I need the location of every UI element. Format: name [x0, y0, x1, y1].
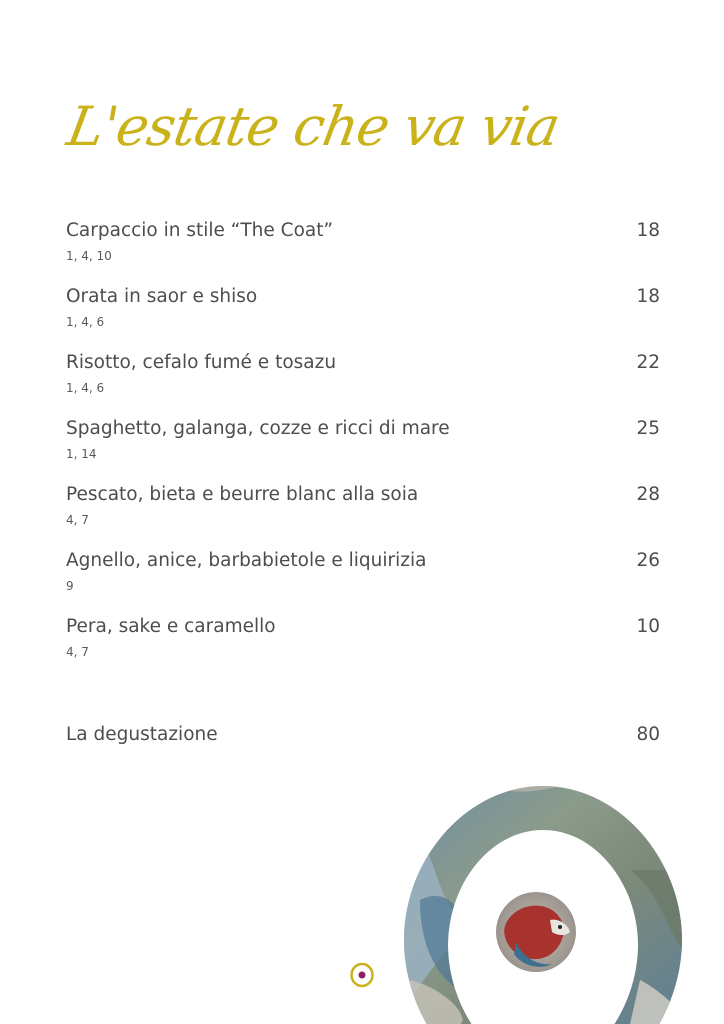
dish-price: 18	[636, 220, 660, 241]
dish-name: Carpaccio in stile “The Coat”	[66, 220, 334, 241]
dish-price: 18	[636, 286, 660, 307]
dish-name: Risotto, cefalo fumé e tosazu	[66, 352, 337, 373]
dish-allergens: 1, 4, 10	[66, 249, 112, 263]
dish-allergens: 1, 14	[66, 447, 97, 461]
menu-item	[66, 350, 660, 416]
dish-allergens: 1, 4, 6	[66, 381, 105, 395]
menu-item	[66, 482, 660, 548]
page-title: L'estate che va via	[62, 95, 564, 158]
menu-list	[66, 218, 660, 680]
tasting-price: 80	[636, 724, 660, 745]
menu-item	[66, 614, 660, 680]
dish-price: 26	[636, 550, 660, 571]
dish-name: Pescato, bieta e beurre blanc alla soia	[66, 484, 419, 505]
ring-dot-icon	[349, 962, 375, 988]
dish-allergens: 4, 7	[66, 645, 89, 659]
dish-name: Agnello, anice, barbabietole e liquirizia	[66, 550, 427, 571]
menu-item	[66, 548, 660, 614]
tasting-menu-row	[66, 722, 660, 750]
menu-item	[66, 416, 660, 482]
dish-name: Pera, sake e caramello	[66, 616, 276, 637]
menu-item	[66, 218, 660, 284]
tropical-ring-illustration-icon	[400, 780, 690, 1024]
dish-allergens: 9	[66, 579, 74, 593]
dish-price: 28	[636, 484, 660, 505]
dish-allergens: 4, 7	[66, 513, 89, 527]
dish-price: 10	[636, 616, 660, 637]
dish-name: Orata in saor e shiso	[66, 286, 258, 307]
dish-price: 25	[636, 418, 660, 439]
tasting-name: La degustazione	[66, 724, 218, 745]
dish-name: Spaghetto, galanga, cozze e ricci di mare	[66, 418, 450, 439]
dish-price: 22	[636, 352, 660, 373]
dish-allergens: 1, 4, 6	[66, 315, 105, 329]
menu-item	[66, 284, 660, 350]
